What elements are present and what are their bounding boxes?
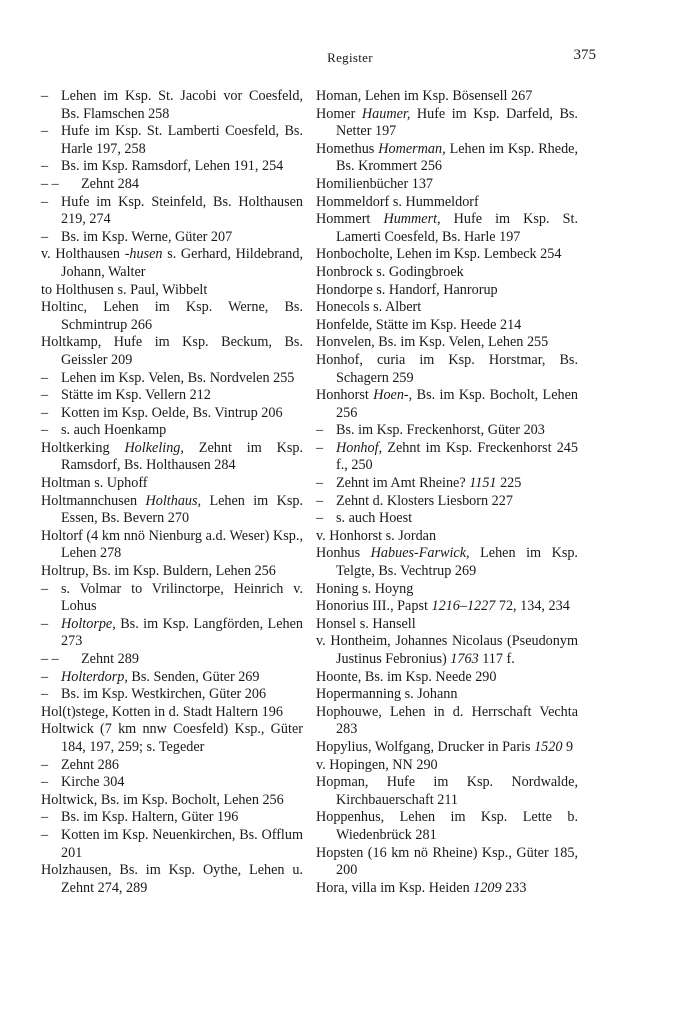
index-entry <box>316 88 578 106</box>
running-head: Register <box>327 50 373 65</box>
page-number: 375 <box>573 47 596 63</box>
entry-dash: – <box>41 88 49 104</box>
index-entry <box>316 246 578 264</box>
index-entry <box>316 757 578 775</box>
entry-text: Hopman, Hufe im Ksp. Nordwalde, Kirchbauerschaft 211 <box>316 774 578 808</box>
entry-text: Honbocholte, Lehen im Ksp. Lembeck 254 <box>316 246 562 263</box>
index-entry <box>316 317 578 335</box>
index-entry <box>316 616 578 634</box>
entry-text: Honbrock s. Godingbroek <box>316 263 464 280</box>
entry-italic-text: Holkeling, <box>124 439 184 456</box>
entry-text: Bs. im Ksp. Freckenhorst, Güter 203 <box>336 422 545 439</box>
entry-text: Bs. im Ksp. Ramsdorf, Lehen 191, 254 <box>61 158 284 175</box>
index-entry <box>316 387 578 422</box>
index-entry <box>41 809 303 827</box>
entry-text: Honhorst <box>316 387 374 404</box>
entry-dash: – <box>41 369 49 386</box>
entry-text: Hoonte, Bs. im Ksp. Neede 290 <box>316 668 497 685</box>
entry-text: v. Hontheim, Johannes Nicolaus (Pseudonym Justinus Febronius) <box>316 633 578 667</box>
index-entry <box>316 845 578 880</box>
index-entry <box>316 422 578 440</box>
entry-text: Hommert <box>316 211 384 228</box>
index-entry <box>41 792 303 810</box>
entry-text: Zehnt im Ksp. Ramsdorf, Bs. Holthausen 284 <box>61 439 304 474</box>
entry-text: Lehen im Ksp. St. Jacobi vor Coesfeld, Bs. Flamschen 258 <box>61 88 303 122</box>
entry-text: Honecols s. Albert <box>316 299 422 316</box>
index-entry <box>316 475 578 493</box>
entry-text: Holtwick (7 km nnw Coesfeld) Ksp., Güter 184, 197, 259; s. Tegeder <box>41 721 303 755</box>
entry-dash: – <box>316 492 324 509</box>
entry-text: Hophouwe, Lehen in d. Herrschaft Vechta 283 <box>316 703 578 738</box>
entry-dash: – <box>316 439 324 456</box>
index-entry <box>316 545 578 580</box>
entry-text: to Holthusen s. Paul, Wibbelt <box>41 281 208 298</box>
index-entry <box>41 229 303 247</box>
entry-text: Zehnt 289 <box>81 651 139 667</box>
entry-dash: – <box>41 756 49 773</box>
entry-text: Hol(t)stege, Kotten in d. Stadt Haltern 196 <box>41 703 283 720</box>
entry-text: Hopylius, Wolfgang, Drucker in Paris <box>316 738 535 755</box>
index-entry <box>316 211 578 246</box>
index-entry <box>41 370 303 388</box>
index-entry <box>41 616 303 651</box>
entry-dash: – <box>41 404 49 421</box>
index-entry <box>41 704 303 722</box>
entry-text: Bs. im Ksp. Westkirchen, Güter 206 <box>61 686 267 703</box>
index-entry <box>41 757 303 775</box>
index-entry <box>41 651 303 669</box>
entry-dash: – – <box>41 651 59 667</box>
index-column-right <box>316 88 578 897</box>
entry-dash: – <box>41 387 49 404</box>
index-entry <box>316 176 578 194</box>
entry-text: s. auch Hoenkamp <box>61 422 167 439</box>
entry-text: Hora, villa im Ksp. Heiden <box>316 879 474 896</box>
entry-text: Holzhausen, Bs. im Ksp. Oythe, Lehen u. Zehnt 274, 289 <box>41 862 303 896</box>
entry-italic-text: Homerman, <box>378 140 446 157</box>
entry-italic-text: Honhof, <box>336 439 383 456</box>
entry-text: Bs. im Ksp. Werne, Güter 207 <box>61 228 233 245</box>
entry-text: Bs. im Ksp. Langförden, Lehen 273 <box>61 615 303 650</box>
entry-text: v. Honhorst s. Jordan <box>316 527 437 544</box>
index-entry <box>316 352 578 387</box>
entry-text: Zehnt im Amt Rheine? <box>336 475 470 492</box>
index-entry <box>41 282 303 300</box>
index-entry <box>316 739 578 757</box>
entry-text: Stätte im Ksp. Vellern 212 <box>61 387 211 404</box>
entry-italic-text: 1216–1227 <box>431 598 496 615</box>
index-entry <box>41 581 303 616</box>
entry-text: Bs. im Ksp. Haltern, Güter 196 <box>61 809 239 826</box>
index-entry <box>41 405 303 423</box>
entry-text: Zehnt im Ksp. Freckenhorst 245 f., 250 <box>336 439 578 474</box>
entry-text: Holtkerking <box>41 439 125 456</box>
index-entry <box>41 387 303 405</box>
index-entry <box>316 141 578 176</box>
entry-italic-text: Habues-Farwick, <box>370 545 470 562</box>
entry-text: s. Gerhard, Hildebrand, Johann, Walter <box>61 246 303 280</box>
index-entry <box>316 334 578 352</box>
index-entry <box>41 88 303 123</box>
entry-dash: – <box>41 809 49 826</box>
index-entry <box>41 158 303 176</box>
index-entry <box>41 686 303 704</box>
index-entry <box>316 264 578 282</box>
entry-text: Kirche 304 <box>61 774 125 791</box>
index-entry <box>316 106 578 141</box>
entry-italic-text: -husen <box>124 246 163 263</box>
index-entry <box>316 510 578 528</box>
index-entry <box>41 123 303 158</box>
index-entry <box>41 721 303 756</box>
entry-italic-text: Haumer, <box>361 105 411 122</box>
entry-italic-text: Holthaus, <box>145 492 202 509</box>
entry-dash: – <box>316 510 324 527</box>
entry-text: Holtinc, Lehen im Ksp. Werne, Bs. Schmintrup 266 <box>41 299 303 333</box>
index-entry <box>41 475 303 493</box>
entry-italic-text: Holterdorp, <box>61 668 128 685</box>
entry-italic-text: Hoen-, <box>373 387 413 404</box>
entry-text: Honfelde, Stätte im Ksp. Heede 214 <box>316 316 522 333</box>
entry-dash: – <box>41 158 49 175</box>
entry-italic-text: 1209 <box>473 879 502 896</box>
entry-text: 225 <box>496 475 522 492</box>
index-entry <box>316 880 578 898</box>
entry-italic-text: 1520 <box>534 738 563 755</box>
entry-text: Zehnt 286 <box>61 756 119 773</box>
index-entry <box>316 581 578 599</box>
entry-text: Holtkamp, Hufe im Ksp. Beckum, Bs. Geissler 209 <box>41 334 303 368</box>
entry-dash: – <box>41 123 49 140</box>
index-entry <box>316 633 578 668</box>
entry-text: Homethus <box>316 140 379 157</box>
index-entry <box>316 774 578 809</box>
entry-text: 117 f. <box>478 651 515 667</box>
entry-dash: – <box>316 422 324 439</box>
entry-text: 72, 134, 234 <box>495 598 570 615</box>
entry-text: Kotten im Ksp. Oelde, Bs. Vintrup 206 <box>61 404 283 421</box>
entry-dash: – <box>41 422 49 439</box>
entry-text: Lehen im Ksp. Velen, Bs. Nordvelen 255 <box>61 369 295 386</box>
entry-text: v. Hopingen, NN 290 <box>316 756 438 773</box>
entry-text: Honing s. Hoyng <box>316 580 414 597</box>
index-entry <box>41 862 303 897</box>
entry-text: Holtman s. Uphoff <box>41 475 148 492</box>
entry-text: Hondorpe s. Handorf, Hanrorup <box>316 281 498 298</box>
entry-text: s. auch Hoest <box>336 510 413 527</box>
entry-dash: – <box>41 580 49 597</box>
entry-text: Honhus <box>316 545 371 562</box>
entry-dash: – <box>41 228 49 245</box>
entry-text: Hufe im Ksp. Steinfeld, Bs. Holthausen 219, 274 <box>61 193 303 228</box>
index-entry <box>41 563 303 581</box>
index-entry <box>316 809 578 844</box>
entry-text: Lehen im Ksp. Essen, Bs. Bevern 270 <box>61 492 303 527</box>
index-column-left <box>41 88 303 897</box>
entry-text: Bs. Senden, Güter 269 <box>127 668 260 685</box>
index-entry <box>316 282 578 300</box>
entry-dash: – <box>41 615 49 632</box>
index-entry <box>41 493 303 528</box>
index-entry <box>316 194 578 212</box>
entry-text: Bs. im Ksp. Bocholt, Lehen 256 <box>336 387 578 421</box>
entry-text: Honvelen, Bs. im Ksp. Velen, Lehen 255 <box>316 334 549 351</box>
index-entry <box>41 246 303 281</box>
entry-italic-text: 1151 <box>469 475 497 492</box>
index-entry <box>41 299 303 334</box>
index-entry <box>41 440 303 475</box>
index-entry <box>316 669 578 687</box>
entry-text: Zehnt d. Klosters Liesborn 227 <box>336 492 513 509</box>
entry-text: v. Holthausen <box>41 246 125 263</box>
entry-text: Hufe im Ksp. St. Lamerti Coesfeld, Bs. Harle 197 <box>336 211 579 245</box>
index-entry <box>316 493 578 511</box>
index-entry <box>316 528 578 546</box>
entry-text: s. Volmar to Vrilinctorpe, Heinrich v. Lohus <box>61 580 303 615</box>
entry-italic-text: 1763 <box>450 651 479 667</box>
entry-text: Holtwick, Bs. im Ksp. Bocholt, Lehen 256 <box>41 791 284 808</box>
index-entry <box>41 774 303 792</box>
entry-text: Holtorf (4 km nnö Nienburg a.d. Weser) Ksp., Lehen 278 <box>41 527 303 562</box>
entry-dash: – <box>316 475 324 492</box>
entry-text: Holtmannchusen <box>41 492 146 509</box>
entry-text: Homer <box>316 105 362 122</box>
entry-dash: – <box>41 686 49 703</box>
index-entry <box>41 334 303 369</box>
entry-text: Lehen im Ksp. Telgte, Bs. Vechtrup 269 <box>336 545 578 580</box>
entry-text: Hufe im Ksp. St. Lamberti Coesfeld, Bs. Harle 197, 258 <box>61 123 303 157</box>
entry-italic-text: Holtorpe, <box>61 615 116 632</box>
entry-text: 9 <box>562 738 574 755</box>
entry-dash: – <box>41 193 49 210</box>
entry-text: Hopermanning s. Johann <box>316 686 458 703</box>
index-entry <box>41 194 303 229</box>
entry-dash: – <box>41 774 49 791</box>
entry-text: Homilienbücher 137 <box>316 175 434 192</box>
entry-text: Hopsten (16 km nö Rheine) Ksp., Güter 185, 200 <box>316 844 578 879</box>
index-entry <box>41 176 303 194</box>
entry-text: Hommeldorf s. Hummeldorf <box>316 193 479 210</box>
index-entry <box>41 669 303 687</box>
entry-text: Hufe im Ksp. Darfeld, Bs. Netter 197 <box>336 105 578 140</box>
entry-text: Hoppenhus, Lehen im Ksp. Lette b. Wiedenbrück 281 <box>316 809 578 843</box>
entry-dash: – <box>41 668 49 685</box>
index-entry <box>316 598 578 616</box>
entry-dash: – <box>41 826 49 843</box>
entry-dash: – – <box>41 175 59 192</box>
index-entry <box>41 422 303 440</box>
index-entry <box>316 299 578 317</box>
entry-text: Homan, Lehen im Ksp. Bösensell 267 <box>316 88 533 104</box>
entry-italic-text: Hummert, <box>383 211 441 228</box>
entry-text: Kotten im Ksp. Neuenkirchen, Bs. Offlum 201 <box>61 826 303 861</box>
entry-text: Zehnt 284 <box>81 175 139 192</box>
index-entry <box>41 528 303 563</box>
entry-text: 233 <box>501 879 527 896</box>
index-entry <box>41 827 303 862</box>
index-entry <box>316 686 578 704</box>
entry-text: Honhof, curia im Ksp. Horstmar, Bs. Schagern 259 <box>316 351 578 386</box>
index-entry <box>316 704 578 739</box>
entry-text: Holtrup, Bs. im Ksp. Buldern, Lehen 256 <box>41 563 276 580</box>
index-entry <box>316 440 578 475</box>
entry-text: Honsel s. Hansell <box>316 615 416 632</box>
entry-text: Lehen im Ksp. Rhede, Bs. Krommert 256 <box>336 140 579 175</box>
entry-text: Honorius III., Papst <box>316 598 432 615</box>
